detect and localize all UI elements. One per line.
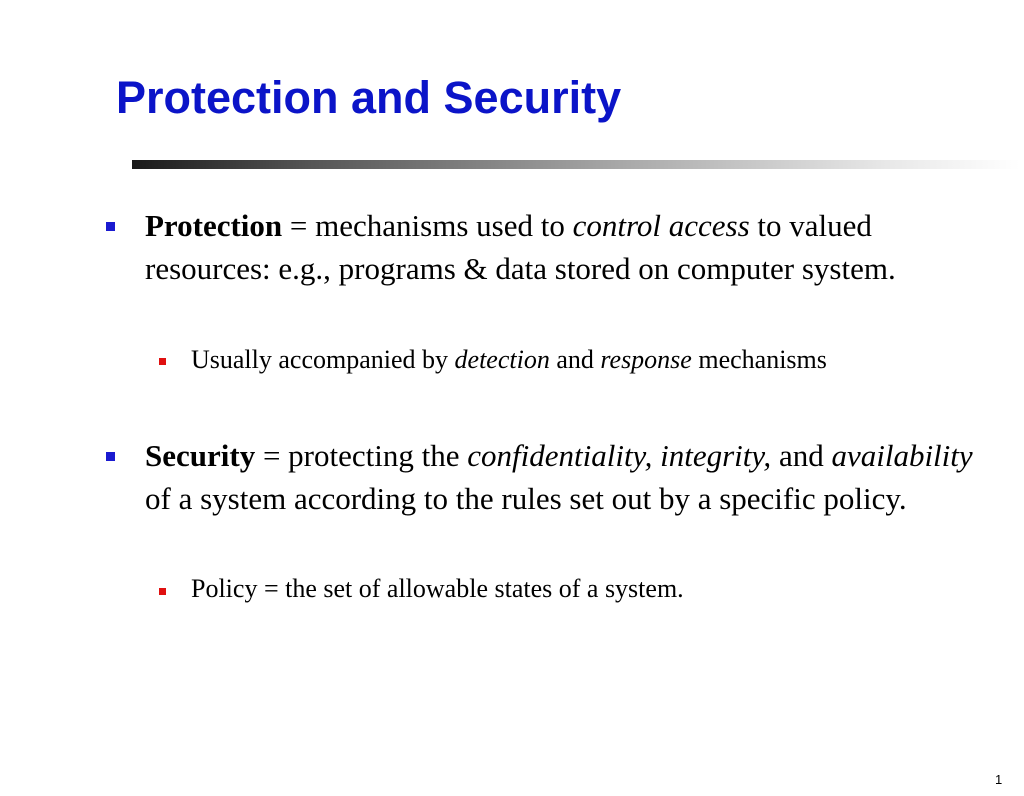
term-protection: Protection: [145, 208, 283, 243]
page-number: 1: [995, 772, 1003, 787]
sub-bullet-2-text-1: Policy = the set of allowable states of a system.: [191, 574, 684, 603]
bullet-security-emph-1: confidentiality, integrity,: [467, 438, 772, 473]
slide-title: Protection and Security: [116, 72, 622, 123]
bullet-security-emph-2: availability: [831, 438, 973, 473]
sub-bullet-1-emph-2: response: [600, 345, 692, 374]
square-bullet-icon: [106, 222, 115, 231]
square-bullet-icon: [159, 588, 166, 595]
sub-bullet-1-text-1: Usually accompanied by: [191, 345, 455, 374]
bullet-protection-text-2: to valued resources: e.g., programs & data stored on computer system.: [145, 208, 896, 286]
bullet-protection: [145, 204, 1005, 290]
sub-bullet-detection-response: [191, 342, 1011, 378]
square-bullet-icon: [159, 358, 166, 365]
bullet-protection-text-1: = mechanisms used to: [282, 208, 573, 243]
sub-bullet-1-emph-1: detection: [454, 345, 550, 374]
title-underline-rule: [132, 160, 1020, 169]
bullet-security: [145, 434, 1005, 520]
square-bullet-icon: [106, 452, 115, 461]
bullet-security-text-3: of a system according to the rules set out by a specific policy.: [145, 481, 907, 516]
term-security: Security: [145, 438, 256, 473]
sub-bullet-policy: [191, 571, 1011, 607]
sub-bullet-1-text-3: mechanisms: [691, 345, 827, 374]
bullet-security-text-1: = protecting the: [255, 438, 468, 473]
bullet-protection-emph-1: control access: [572, 208, 750, 243]
bullet-security-text-2: and: [771, 438, 832, 473]
sub-bullet-1-text-2: and: [549, 345, 601, 374]
